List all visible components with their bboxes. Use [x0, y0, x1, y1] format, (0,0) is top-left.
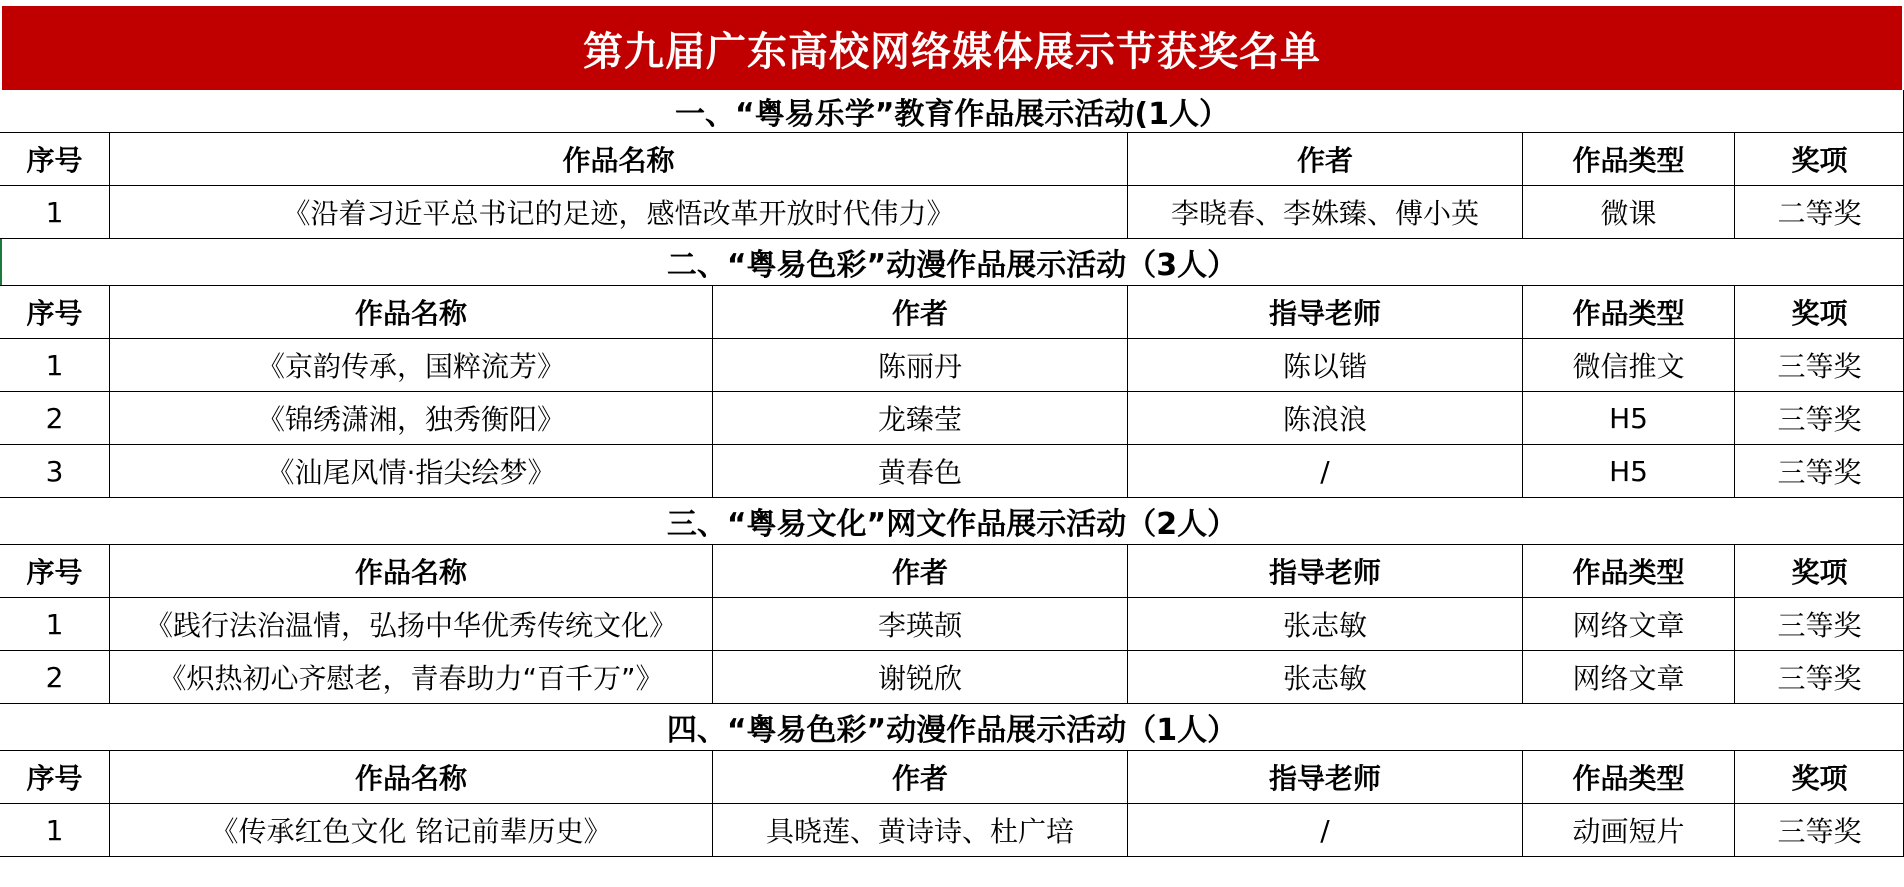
section-heading-row [0, 498, 1904, 545]
column-header[interactable]: 序号 [0, 286, 110, 338]
table-cell[interactable]: 陈以锴 [1128, 339, 1523, 391]
column-header[interactable]: 作品类型 [1523, 751, 1735, 803]
table-cell[interactable]: 陈丽丹 [713, 339, 1128, 391]
column-header[interactable]: 作者 [1128, 133, 1523, 185]
table-row [0, 598, 1904, 651]
column-header[interactable]: 作者 [713, 751, 1128, 803]
table-cell[interactable]: H5 [1523, 392, 1735, 444]
table-row [0, 804, 1904, 857]
column-header[interactable]: 作品名称 [110, 286, 713, 338]
section-heading-row [0, 90, 1904, 133]
column-header[interactable]: 作品类型 [1523, 545, 1735, 597]
table-cell[interactable]: 三等奖 [1777, 609, 1862, 642]
column-header[interactable]: 序号 [0, 751, 110, 803]
table-cell[interactable]: 张志敏 [1128, 651, 1523, 703]
column-header[interactable]: 指导老师 [1128, 751, 1523, 803]
table-cell[interactable]: 三等奖 [1777, 403, 1862, 436]
table-cell[interactable]: 三等奖 [1777, 815, 1862, 848]
table-cell[interactable]: 二等奖 [1777, 197, 1862, 230]
table-cell[interactable]: 2 [0, 392, 110, 444]
section-heading[interactable]: 四、“粤易色彩”动漫作品展示活动（1人） [666, 713, 1238, 748]
column-header[interactable]: 作者 [713, 545, 1128, 597]
table-cell[interactable]: 微课 [1523, 186, 1735, 238]
table-cell[interactable]: H5 [1523, 445, 1735, 497]
table-cell[interactable]: 微信推文 [1523, 339, 1735, 391]
table-cell[interactable]: 陈浪浪 [1128, 392, 1523, 444]
table-cell[interactable]: 《京韵传承，国粹流芳》 [110, 339, 713, 391]
table-cell[interactable]: 《汕尾风情·指尖绘梦》 [110, 445, 713, 497]
section-heading[interactable]: 二、“粤易色彩”动漫作品展示活动（3人） [666, 248, 1238, 283]
table-cell[interactable]: 三等奖 [1777, 456, 1862, 489]
column-header[interactable]: 指导老师 [1128, 545, 1523, 597]
table-cell[interactable]: 网络文章 [1523, 598, 1735, 650]
table-cell[interactable]: 《沿着习近平总书记的足迹，感悟改革开放时代伟力》 [110, 186, 1128, 238]
column-header[interactable]: 作品名称 [110, 751, 713, 803]
table-cell[interactable]: 李瑛颉 [713, 598, 1128, 650]
section-heading-row [0, 704, 1904, 751]
column-header[interactable]: 奖项 [1791, 144, 1848, 177]
column-header[interactable]: 作品类型 [1523, 133, 1735, 185]
table-cell[interactable]: 三等奖 [1777, 662, 1862, 695]
column-header[interactable]: 作品名称 [110, 545, 713, 597]
table-cell[interactable]: 《传承红色文化 铭记前辈历史》 [110, 804, 713, 856]
table-cell[interactable]: 1 [0, 598, 110, 650]
column-header[interactable]: 奖项 [1791, 762, 1848, 795]
column-header[interactable]: 序号 [0, 133, 110, 185]
column-header[interactable]: 作品类型 [1523, 286, 1735, 338]
table-cell[interactable]: / [1128, 804, 1523, 856]
table-cell[interactable]: 3 [0, 445, 110, 497]
column-header[interactable]: 奖项 [1791, 297, 1848, 330]
page-title: 第九届广东高校网络媒体展示节获奖名单 [2, 6, 1902, 90]
column-header[interactable]: 作品名称 [110, 133, 1128, 185]
table-cell[interactable]: 李晓春、李姝臻、傅小英 [1128, 186, 1523, 238]
table-row [0, 339, 1904, 392]
column-header[interactable]: 奖项 [1791, 556, 1848, 589]
table-cell[interactable]: 谢锐欣 [713, 651, 1128, 703]
table-cell[interactable]: 张志敏 [1128, 598, 1523, 650]
column-header[interactable]: 作者 [713, 286, 1128, 338]
table-cell[interactable]: 《践行法治温情，弘扬中华优秀传统文化》 [110, 598, 713, 650]
table-row [0, 651, 1904, 704]
table-header-row [0, 133, 1904, 186]
table-cell[interactable]: 三等奖 [1777, 350, 1862, 383]
table-header-row [0, 545, 1904, 598]
table-cell[interactable]: 1 [0, 804, 110, 856]
table-header-row [0, 751, 1904, 804]
column-header[interactable]: 指导老师 [1128, 286, 1523, 338]
section-heading[interactable]: 三、“粤易文化”网文作品展示活动（2人） [666, 507, 1238, 542]
table-cell[interactable]: 1 [0, 186, 110, 238]
table-cell[interactable]: 《炽热初心齐慰老，青春助力“百千万”》 [110, 651, 713, 703]
section-heading-row [0, 239, 1904, 286]
table-cell[interactable]: 具晓莲、黄诗诗、杜广培 [713, 804, 1128, 856]
table-cell[interactable]: 2 [0, 651, 110, 703]
award-table [0, 90, 1904, 857]
table-cell[interactable]: 动画短片 [1523, 804, 1735, 856]
table-cell[interactable]: 网络文章 [1523, 651, 1735, 703]
table-cell[interactable]: 龙臻莹 [713, 392, 1128, 444]
section-heading[interactable]: 一、“粤易乐学”教育作品展示活动(1人） [674, 97, 1230, 132]
table-cell[interactable]: 1 [0, 339, 110, 391]
table-row [0, 392, 1904, 445]
table-row [0, 186, 1904, 239]
table-row [0, 445, 1904, 498]
table-header-row [0, 286, 1904, 339]
table-cell[interactable]: / [1128, 445, 1523, 497]
column-header[interactable]: 序号 [0, 545, 110, 597]
table-cell[interactable]: 《锦绣潇湘，独秀衡阳》 [110, 392, 713, 444]
table-cell[interactable]: 黄春色 [713, 445, 1128, 497]
